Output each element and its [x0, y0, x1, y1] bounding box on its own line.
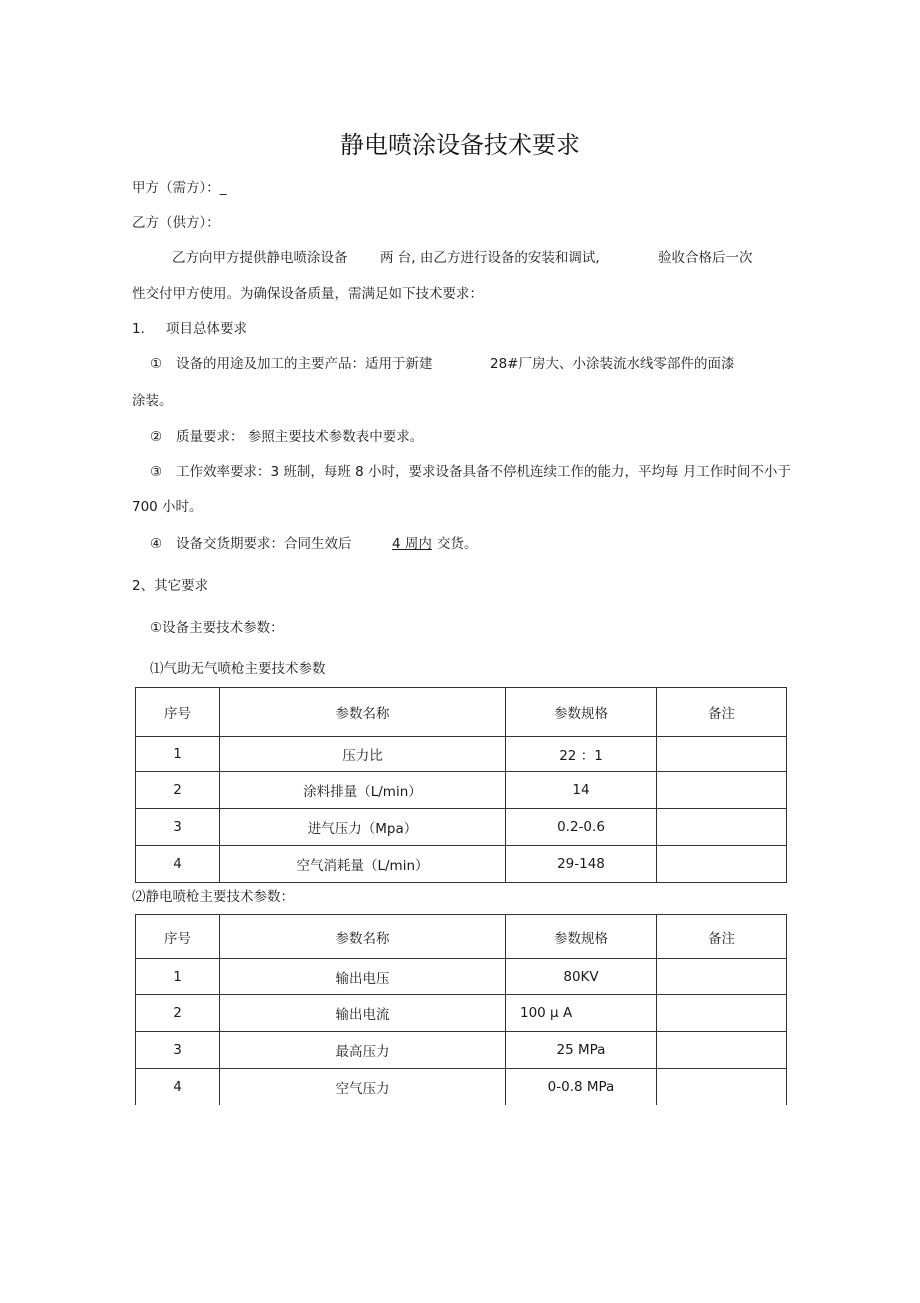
cell-remark	[657, 737, 787, 772]
cell-index: 2	[136, 772, 220, 809]
intro-line-2: 性交付甲方使用。为确保设备质量，需满足如下技术要求：	[132, 286, 483, 302]
item1-text-b: 28#厂房大、小涂装流水线零部件的面漆	[490, 356, 735, 372]
cell-index: 4	[136, 1069, 220, 1105]
cell-param-name: 压力比	[220, 737, 506, 772]
cell-index: 1	[136, 737, 220, 772]
header-remark: 备注	[657, 688, 787, 737]
intro-part-3: 验收合格后一次	[658, 250, 753, 266]
cell-remark	[657, 846, 787, 883]
table-row	[136, 737, 787, 772]
table-row	[136, 809, 787, 846]
item4-marker: ④	[150, 536, 163, 552]
item1-continuation: 涂装。	[132, 393, 173, 409]
cell-index: 3	[136, 809, 220, 846]
item4-text-a: 设备交货期要求：合同生效后	[176, 536, 352, 552]
electrostatic-gun-params-table	[135, 914, 787, 1105]
header-param-spec: 参数规格	[506, 915, 657, 959]
table2-caption: ⑵静电喷枪主要技术参数：	[132, 889, 294, 905]
cell-param-name: 最高压力	[220, 1032, 506, 1069]
cell-param-spec: 25 MPa	[506, 1032, 657, 1069]
table1-caption: ⑴气助无气喷枪主要技术参数	[150, 661, 326, 677]
cell-param-spec: 100 μ A	[506, 995, 657, 1032]
item3-continuation: 700 小时。	[132, 499, 203, 515]
intro-part-1: 乙方向甲方提供静电喷涂设备	[172, 250, 348, 266]
header-param-name: 参数名称	[220, 688, 506, 737]
cell-index: 4	[136, 846, 220, 883]
cell-remark	[657, 959, 787, 995]
header-index: 序号	[136, 915, 220, 959]
header-index: 序号	[136, 688, 220, 737]
table-row	[136, 846, 787, 883]
header-param-name: 参数名称	[220, 915, 506, 959]
cell-index: 1	[136, 959, 220, 995]
cell-param-spec: 22 ：1	[506, 737, 657, 772]
cell-remark	[657, 772, 787, 809]
table-header-row	[136, 688, 787, 737]
cell-param-name: 空气消耗量（L/min）	[220, 846, 506, 883]
item4-delivery-period: 4 周内	[392, 536, 432, 552]
cell-param-spec: 0-0.8 MPa	[506, 1069, 657, 1105]
table-row	[136, 959, 787, 995]
table-row	[136, 772, 787, 809]
item1-marker: ①	[150, 356, 163, 372]
cell-remark	[657, 995, 787, 1032]
party-b-line: 乙方（供方）：	[132, 215, 220, 231]
cell-param-spec: 29-148	[506, 846, 657, 883]
item1-text-a: 设备的用途及加工的主要产品：适用于新建	[176, 356, 433, 372]
table-header-row	[136, 915, 787, 959]
section2-subheading: ①设备主要技术参数：	[150, 620, 284, 636]
cell-param-name: 涂料排量（L/min）	[220, 772, 506, 809]
cell-param-name: 空气压力	[220, 1069, 506, 1105]
item3-text: 工作效率要求：3 班制，每班 8 小时，要求设备具备不停机连续工作的能力，平均每 月工作时间不小于	[176, 464, 791, 480]
header-param-spec: 参数规格	[506, 688, 657, 737]
table-row	[136, 995, 787, 1032]
cell-param-spec: 80KV	[506, 959, 657, 995]
table-row	[136, 1069, 787, 1105]
section1-heading: 项目总体要求	[166, 321, 247, 337]
item2-text: 质量要求： 参照主要技术参数表中要求。	[176, 429, 424, 445]
header-remark: 备注	[657, 915, 787, 959]
spray-gun-params-table	[135, 687, 787, 883]
cell-param-name: 进气压力（Mpa）	[220, 809, 506, 846]
cell-param-spec: 14	[506, 772, 657, 809]
section2-heading: 2、其它要求	[132, 578, 209, 594]
item2-marker: ②	[150, 429, 163, 445]
table-row	[136, 1032, 787, 1069]
item4-text-b: 交货。	[437, 536, 478, 552]
cell-index: 3	[136, 1032, 220, 1069]
cell-param-name: 输出电流	[220, 995, 506, 1032]
cell-remark	[657, 1069, 787, 1105]
cell-remark	[657, 1032, 787, 1069]
cell-param-spec: 0.2-0.6	[506, 809, 657, 846]
party-a-line: 甲方（需方）：_	[132, 180, 227, 196]
cell-param-name: 输出电压	[220, 959, 506, 995]
section1-number: 1.	[132, 321, 145, 337]
item3-marker: ③	[150, 464, 163, 480]
intro-part-2: 两 台, 由乙方进行设备的安装和调试,	[380, 250, 600, 266]
cell-index: 2	[136, 995, 220, 1032]
cell-remark	[657, 809, 787, 846]
document-title: 静电喷涂设备技术要求	[340, 131, 580, 159]
